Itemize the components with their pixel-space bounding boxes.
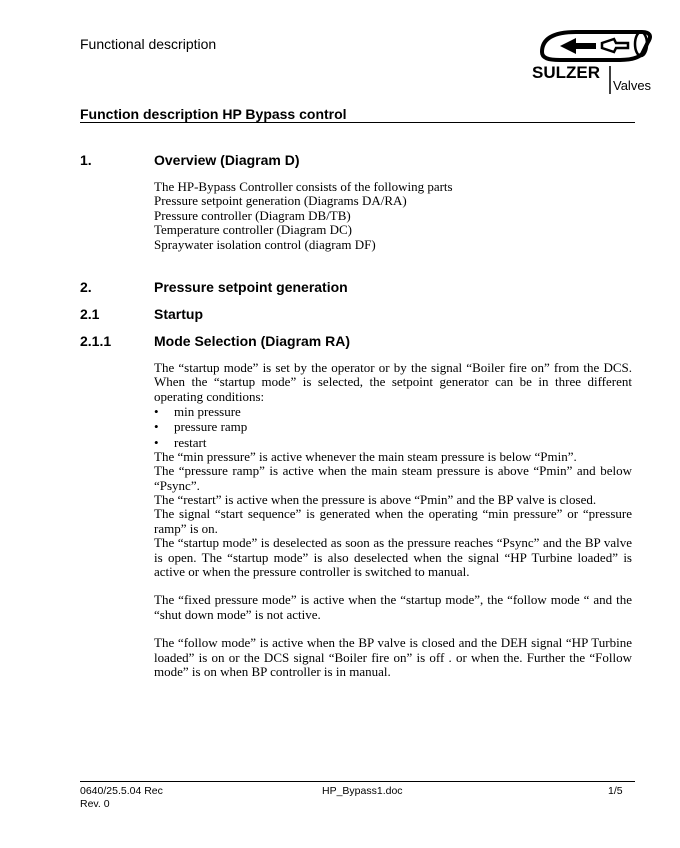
section-2-heading: Pressure setpoint generation bbox=[154, 279, 348, 295]
deselect-paragraph: The “startup mode” is deselected as soon as the pressure reaches “Psync” and the BP valve is open. The “startup mode” is also deselected when the signal “HP Turbine loaded” is active or when the pressure controller is switched to manual. bbox=[154, 535, 632, 580]
follow-mode-paragraph: The “follow mode” is active when the BP valve is closed and the DEH signal “HP Turbine loaded” is on or the DCS signal “Boiler fire on” is off . or when the. Further the “Follow mode” is on when BP controller is in manual. bbox=[154, 635, 632, 680]
footer-page-number: 1/5 bbox=[608, 785, 623, 797]
start-sequence-paragraph: The signal “start sequence” is generated when the operating “min pressure” or “pressure ramp” is on. bbox=[154, 506, 632, 536]
overview-line: Spraywater isolation control (diagram DF) bbox=[154, 236, 376, 252]
overview-line: Pressure setpoint generation (Diagrams DA/RA) bbox=[154, 193, 407, 209]
min-pressure-paragraph: The “min pressure” is active whenever the main steam pressure is below “Pmin”. bbox=[154, 448, 577, 464]
section-2-1-1-number: 2.1.1 bbox=[80, 333, 112, 349]
overview-line: Temperature controller (Diagram DC) bbox=[154, 222, 352, 238]
pressure-ramp-paragraph: The “pressure ramp” is active when the main steam pressure is above “Pmin” and below “Psync”. bbox=[154, 463, 632, 493]
section-2-1-heading: Startup bbox=[154, 306, 203, 322]
restart-paragraph: The “restart” is active when the pressure is above “Pmin” and the BP valve is closed. bbox=[154, 492, 597, 508]
title-rule bbox=[80, 122, 635, 123]
section-1-body bbox=[154, 180, 632, 252]
operating-conditions-list bbox=[154, 404, 632, 450]
list-item: • restart bbox=[154, 434, 207, 450]
mode-intro-paragraph: The “startup mode” is set by the operator or by the signal “Boiler fire on” from the DCS. When the “startup mode” is selected, the setpoint generator can be in three different operating conditions: bbox=[154, 360, 632, 404]
svg-text:Valves: Valves bbox=[613, 78, 652, 93]
footer-reference: 0640/25.5.04 Rec bbox=[80, 785, 163, 797]
footer-revision: Rev. 0 bbox=[80, 798, 110, 810]
sulzer-logo bbox=[530, 26, 655, 96]
section-2-1-1-body bbox=[154, 361, 632, 680]
overview-line: The HP-Bypass Controller consists of the following parts bbox=[154, 179, 453, 194]
svg-text:SULZER: SULZER bbox=[532, 63, 600, 82]
list-item: • pressure ramp bbox=[154, 419, 248, 435]
footer-rule bbox=[80, 781, 635, 782]
section-2-1-1-heading: Mode Selection (Diagram RA) bbox=[154, 333, 351, 349]
section-1-heading: Overview (Diagram D) bbox=[154, 152, 300, 168]
header-title: Functional description bbox=[80, 36, 217, 52]
overview-line: Pressure controller (Diagram DB/TB) bbox=[154, 207, 351, 223]
sulzer-logo-graphic bbox=[530, 26, 655, 96]
list-item: • min pressure bbox=[154, 404, 241, 420]
fixed-pressure-paragraph: The “fixed pressure mode” is active when the “startup mode”, the “follow mode “ and the “shut down mode” is not active. bbox=[154, 592, 632, 622]
section-2-number: 2. bbox=[80, 279, 92, 295]
section-1-number: 1. bbox=[80, 152, 92, 168]
document-title: Function description HP Bypass control bbox=[80, 106, 347, 122]
section-2-1-number: 2.1 bbox=[80, 306, 100, 322]
footer-filename: HP_Bypass1.doc bbox=[322, 785, 403, 797]
